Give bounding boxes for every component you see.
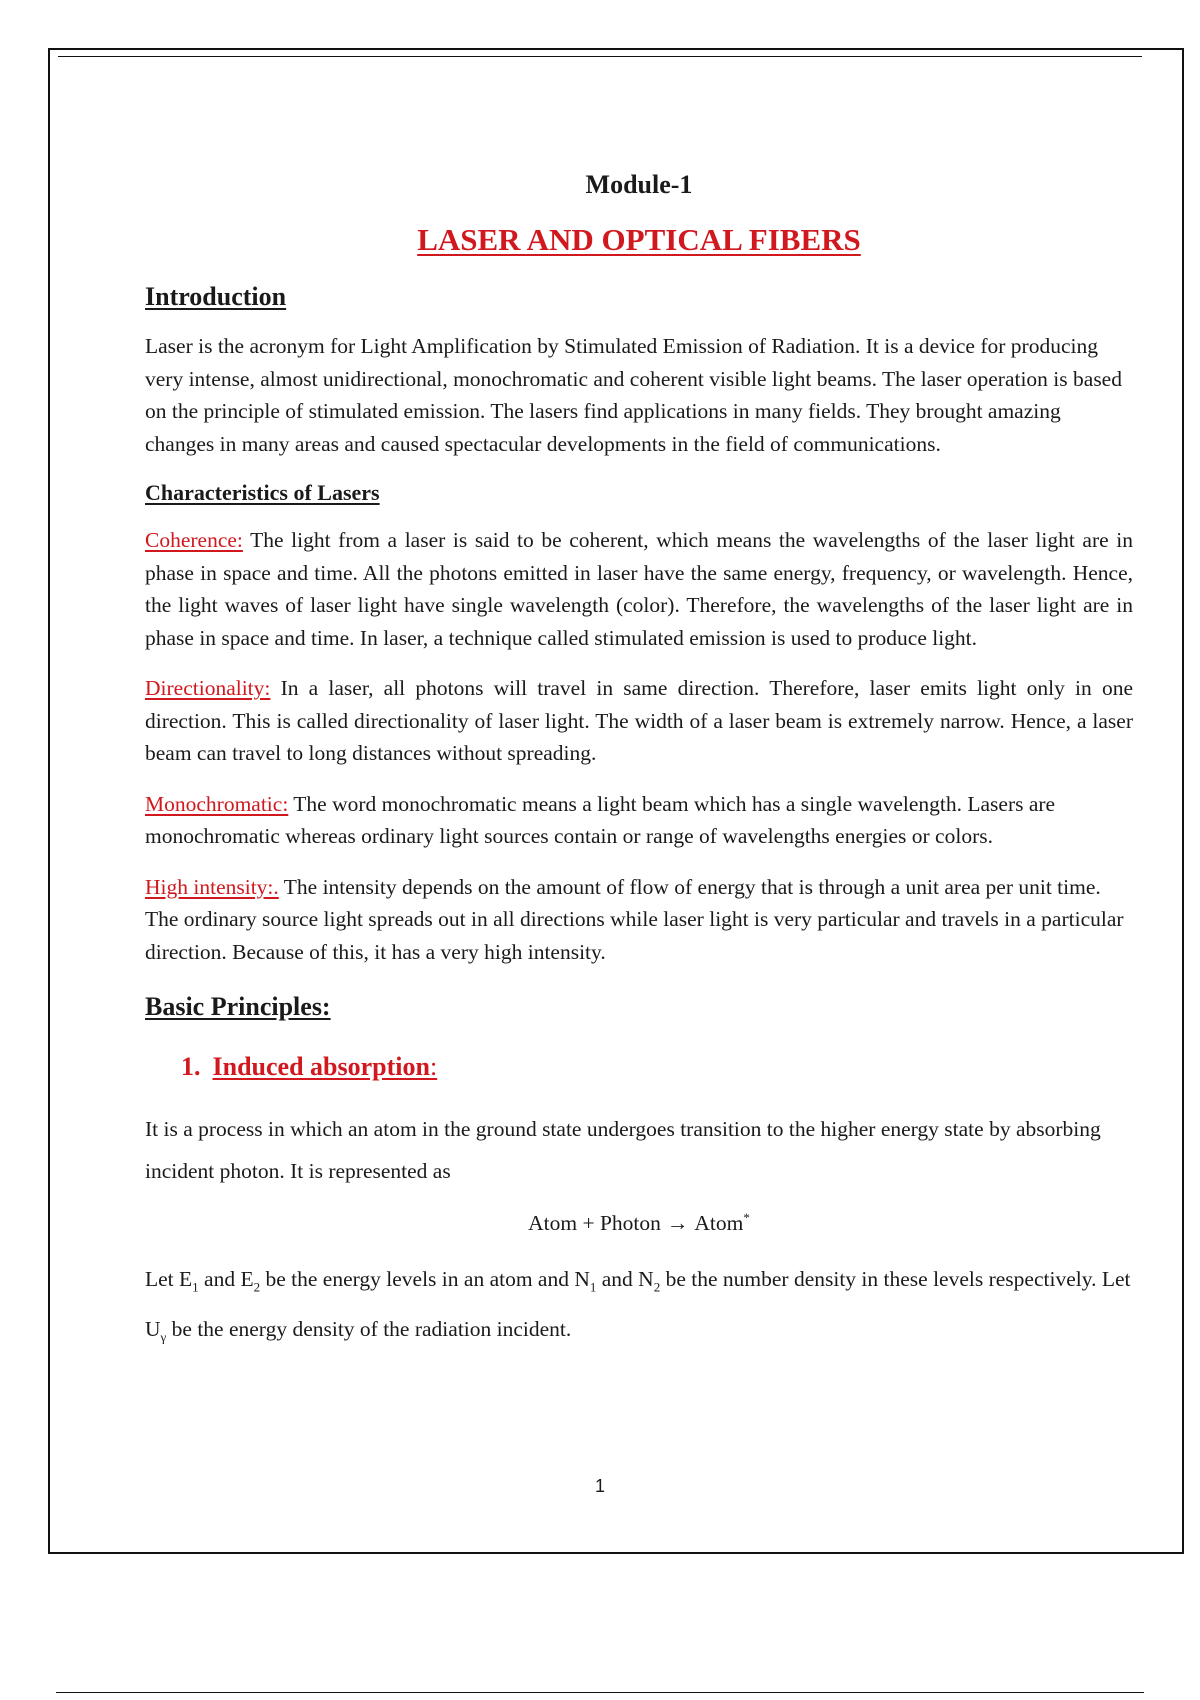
- arrow-icon: →: [666, 1211, 689, 1236]
- induced-absorption-description: It is a process in which an atom in the ground state undergoes transition to the higher energy state by absorbing incident photon. It is represented as: [145, 1117, 1101, 1183]
- subscript-n2: 2: [653, 1279, 661, 1295]
- bottom-rule: [56, 1692, 1144, 1693]
- subscript-e1: 1: [192, 1279, 199, 1295]
- levels-text-4: and N: [596, 1267, 654, 1292]
- high-intensity-paragraph: [145, 871, 1133, 969]
- directionality-term: Directionality:: [145, 676, 271, 700]
- levels-text-1: Let E: [145, 1267, 193, 1292]
- subscript-n1: 1: [589, 1279, 597, 1295]
- top-rule: [58, 56, 1142, 57]
- directionality-paragraph: [145, 672, 1133, 770]
- coherence-text: The light from a laser is said to be coherent, which means the wavelengths of the laser light are in phase in space and time. All the photons emitted in laser have the same energy, frequency, or wavelength. Hence, the light waves of laser light have single wavelength (color). Therefore, the wavelengths of the laser light are in phase in space and time. In laser, a technique called stimulated emission is used to produce light.: [145, 528, 1133, 650]
- absorption-equation: [145, 1210, 1133, 1236]
- directionality-text: In a laser, all photons will travel in same direction. Therefore, laser emits light only in one direction. This is called directionality of laser light. The width of a laser beam is extremely narrow. Hence, a laser beam can travel to long distances without spreading.: [145, 676, 1133, 765]
- energy-levels-paragraph: [145, 1258, 1133, 1359]
- item-label: Induced absorption: [212, 1052, 430, 1081]
- item-number: 1.: [181, 1052, 201, 1081]
- equation-left: Atom + Photon: [528, 1211, 661, 1236]
- item-colon: :: [429, 1052, 438, 1081]
- characteristics-heading: Characteristics of Lasers: [145, 480, 380, 505]
- page-title: LASER AND OPTICAL FIBERS: [417, 222, 861, 257]
- basic-principles-heading: Basic Principles:: [145, 992, 331, 1021]
- high-intensity-term: High intensity:.: [145, 874, 279, 899]
- levels-text-6: be the energy density of the radiation incident.: [166, 1317, 572, 1342]
- monochromatic-text: The word monochromatic means a light beam which has a single wavelength. Lasers are monochromatic whereas ordinary light sources contain or range of wavelengths energies or colors.: [145, 791, 1056, 848]
- page-number: 1: [594, 1476, 605, 1496]
- induced-absorption-heading: [181, 1052, 1133, 1082]
- levels-text-2: and E: [198, 1267, 254, 1292]
- page-content: [145, 170, 1133, 1359]
- coherence-paragraph: [145, 524, 1133, 654]
- monochromatic-term: Monochromatic:: [145, 791, 289, 816]
- module-heading: Module-1: [585, 170, 693, 199]
- introduction-heading: Introduction: [145, 282, 287, 311]
- levels-text-3: be the energy levels in an atom and N: [260, 1267, 590, 1292]
- coherence-term: Coherence:: [145, 528, 243, 552]
- subscript-gamma: γ: [160, 1329, 167, 1345]
- high-intensity-text: The intensity depends on the amount of flow of energy that is through a unit area per unit time. The ordinary source light spreads out in all directions while laser light is very particular and travels in a particular direction. Because of this, it has a very high intensity.: [145, 874, 1124, 964]
- introduction-paragraph: Laser is the acronym for Light Amplification by Stimulated Emission of Radiation. It is a device for producing very intense, almost unidirectional, monochromatic and coherent visible light beams. The laser operation is based on the principle of stimulated emission. The lasers find applications in many fields. They brought amazing changes in many areas and caused spectacular developments in the field of communications.: [145, 334, 1122, 456]
- monochromatic-paragraph: [145, 788, 1133, 853]
- equation-superscript: *: [743, 1210, 750, 1225]
- levels-text-5: be the number density in these levels respectively. Let U: [145, 1267, 1131, 1342]
- subscript-e2: 2: [253, 1279, 261, 1295]
- equation-right: Atom: [694, 1211, 744, 1236]
